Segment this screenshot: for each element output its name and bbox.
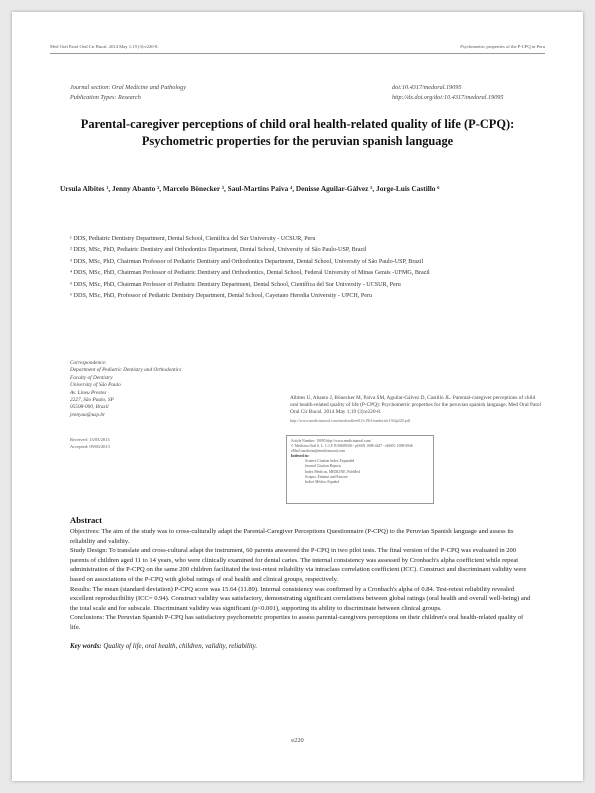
abstract-conclusions: Conclusions: The Peruvian Spanish P-CPQ has satisfactory psychometric properties to assess parental-caregivers perceptions on their children's oral health-related quality of life. bbox=[70, 614, 524, 631]
citation-text: Albites U, Abanto J, Bönecker M, Paiva SM, Aguilar-Gálvez D, Castillo JL. Parental-caregiver perceptions of child oral health-related quality of life (P-CPQ): Psychometric properties for the peruvian spanish language. Med Oral Patol Oral Cir Bucal. 2014 May 1;19 (3):e220-8. bbox=[290, 395, 541, 416]
page-number: e220 bbox=[291, 737, 304, 744]
indexed-item: Index Medicus, MEDLINE, PubMed bbox=[305, 469, 360, 474]
affiliation: ⁵ DDS, MSc, PhD, Chairman Professor of Pediatric Dentistry Department, Dental School, Científica del Sur University - UCSUR, Peru bbox=[70, 281, 401, 288]
article-meta-right bbox=[392, 83, 503, 103]
doi-link[interactable]: http://dx.doi.org/doi:10.4317/medoral.19095 bbox=[392, 94, 504, 101]
index-line: eMail: medicina@medicinaoral.com bbox=[291, 449, 345, 454]
doi: doi:10.4317/medoral.19095 bbox=[392, 84, 462, 91]
affiliation: ⁴ DDS, MSc, PhD, Chairman Professor of Pediatric Dentistry and Orthodontics, Dental School, Federal University of Minas Gerais -UFMG, Brazil bbox=[70, 270, 430, 277]
affiliations bbox=[70, 235, 540, 303]
correspondence-line: 2227, São Paulo, SP bbox=[70, 397, 114, 404]
indexed-list bbox=[291, 459, 429, 484]
affiliation: ² DDS, MSc, PhD, Pediatric Dentistry and Orthodontics Department, Dental School, University of São Paulo-USP, Brazil bbox=[70, 247, 367, 254]
correspondence-line: University of São Paulo bbox=[70, 382, 121, 389]
running-header-left: Med Oral Patol Oral Cir Bucal. 2014 May 1;19 (3):e220-8. bbox=[50, 44, 159, 49]
author-list: Ursula Albites ¹, Jenny Abanto ², Marcelo Bönecker ³, Saul-Martins Paiva ⁴, Denisse Aguilar-Gálvez ⁵, Jorge-Luis Castillo ⁶ bbox=[60, 184, 440, 193]
submission-dates bbox=[70, 437, 110, 450]
indexed-item: Scopus, Embase and Emcare bbox=[305, 474, 348, 479]
indexed-item: Science Citation Index Expanded bbox=[305, 459, 355, 464]
correspondence-line: 05508-000, Brazil bbox=[70, 404, 109, 411]
indexed-in-label: Indexed in: bbox=[291, 454, 309, 459]
publication-type: Publication Types: Research bbox=[70, 94, 141, 101]
affiliation: ³ DDS, MSc, PhD, Chairman Professor of Pediatric Dentistry and Orthodontics Department, Dental School, University of São Paulo-USP, Brazil bbox=[70, 258, 424, 265]
correspondence-heading: Correspondence: bbox=[70, 360, 107, 366]
keywords bbox=[70, 642, 535, 651]
index-line: Article Number: 19095 http://www.medicinaoral.com/ bbox=[291, 439, 372, 443]
correspondence-email[interactable]: jennyaa@usp.br bbox=[70, 411, 106, 418]
running-header-right: Psychometric properties of the P-CPQ in Peru bbox=[460, 44, 545, 49]
citation-url[interactable]: http://www.medicinaoral.com/medoralfree01/v19i3/medoralv19i3p220.pdf bbox=[290, 417, 411, 423]
abstract-heading: Abstract bbox=[70, 515, 102, 525]
indexed-item: Journal Citation Reports bbox=[305, 464, 342, 469]
correspondence-line: Faculty of Dentistry bbox=[70, 374, 113, 381]
correspondence-block bbox=[70, 360, 230, 419]
abstract-objectives: Objectives: The aim of the study was to cross-culturally adapt the Parental-Caregiver Perceptions Questionnaire (P-CPQ) to the Peruvian Spanish language and assess its reliability and validity. bbox=[70, 528, 514, 545]
journal-section: Journal section: Oral Medicine and Pathology bbox=[70, 84, 186, 91]
accepted-date: Accepted: 09/06/2013 bbox=[70, 443, 110, 449]
affiliation: ¹ DDS, Pediatric Dentistry Department, Dental School, Científica del Sur University - UCSUR, Peru bbox=[70, 236, 316, 242]
paper-title: Parental-caregiver perceptions of child oral health-related quality of life (P-CPQ): Psychometric properties for the peruvian spanish language bbox=[80, 117, 515, 148]
abstract-section bbox=[70, 515, 535, 651]
correspondence-line: Av. Lineu Prestes bbox=[70, 389, 107, 396]
indexing-box bbox=[286, 435, 434, 504]
affiliation: ⁶ DDS, MSc, PhD, Professor of Pediatric Dentistry Department, Dental School, Cayetano Heredia University - UPCH, Peru bbox=[70, 292, 373, 299]
received-date: Received: 13/03/2013 bbox=[70, 437, 110, 442]
running-header bbox=[50, 44, 545, 49]
header-rule bbox=[50, 53, 545, 54]
keywords-label: Key words: bbox=[70, 642, 102, 650]
citation-block bbox=[290, 395, 542, 424]
abstract-study-design: Study Design: To translate and cross-cultural adapt the instrument, 60 parents answered the P-CPQ in two pilot tests. The final version of the P-CPQ was evaluated in 200 parents of children aged 11 to 14 years, who were clinically examined for dental caries. The internal consistency was assessed by Cronbach's alpha coefficient while repeat administration of the P-CPQ on the same 200 children facilitated the test-retest reliability via intraclass correlation coefficient (ICC). Construct and discriminant validity were based on associations of the P-CPQ with global ratings of oral health and clinical groups, respectively. bbox=[70, 547, 527, 583]
abstract-results: Results: The mean (standard deviation) P-CPQ score was 15.64 (11.89). Internal consistency was confirmed by a Cronbach's alpha of 0.84. Test-retest reliability revealed excellent reproducibility (ICC= 0.94). Construct validity was satisfactory, demonstrating significant correlations between global ratings (oral health and overall well-being) and the total scale and for subscale. Discriminant validity was significant (p<0.001), supporting its ability to discriminate between clinical groups. bbox=[70, 585, 531, 612]
article-meta-left bbox=[70, 83, 186, 103]
correspondence-line: Department of Pediatric Dentistry and Orthodontics bbox=[70, 367, 182, 374]
indexed-item: Indice Médico Español bbox=[305, 479, 340, 484]
index-line: © Medicina Oral S. L. C.I.F. B 96689336 - pISSN 1698-4447 - eISSN: 1698-6946 bbox=[291, 444, 413, 449]
paper-page bbox=[12, 12, 583, 781]
keywords-text: Quality of life, oral health, children, validity, reliability. bbox=[103, 642, 258, 650]
